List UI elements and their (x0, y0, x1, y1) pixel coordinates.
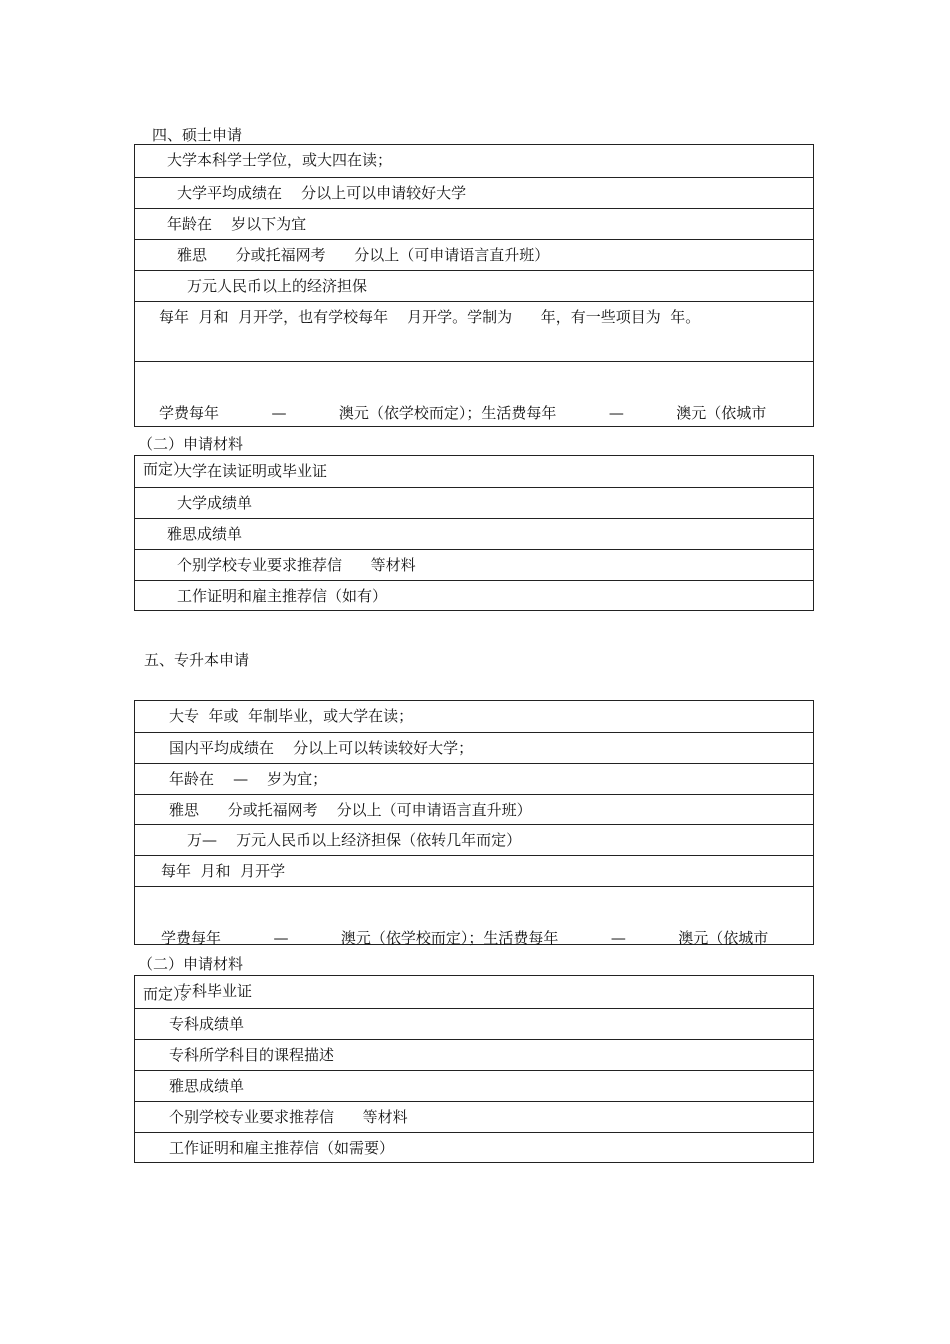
table-row (135, 208, 813, 239)
requirement-text: 大专 年或 年制毕业，或大学在读； (169, 707, 414, 725)
fees-line-2: 而定） (143, 460, 189, 478)
table-row (135, 824, 813, 855)
requirement-text: 万元人民币以上的经济担保 (187, 277, 368, 295)
material-text: 大学在读证明或毕业证 (177, 462, 328, 480)
list-item (135, 456, 813, 487)
material-text: 个别学校专业要求推荐信 等材料 (177, 556, 416, 574)
requirement-text: 雅思 分或托福网考 分以上（可申请语言直升班） (169, 801, 532, 819)
section4-materials-table (134, 455, 814, 611)
material-text: 专科所学科目的课程描述 (169, 1046, 335, 1064)
table-row (135, 794, 813, 824)
list-item (135, 1039, 813, 1070)
material-text: 雅思成绩单 (167, 525, 243, 543)
list-item (135, 580, 813, 610)
material-text: 工作证明和雇主推荐信（如有） (177, 587, 388, 605)
list-item (135, 1101, 813, 1132)
list-item (135, 976, 813, 1008)
section5-materials-table (134, 975, 814, 1163)
list-item (135, 487, 813, 518)
table-row (135, 239, 813, 270)
fees-line-1: 学费每年 — 澳元（依学校而定）；生活费每年 — 澳元（依城市 (159, 404, 767, 422)
material-text: 个别学校专业要求推荐信 等材料 (169, 1108, 408, 1126)
requirement-text: 年龄在 — 岁为宜； (169, 770, 328, 788)
requirement-text: 大学平均成绩在 分以上可以申请较好大学 (177, 184, 467, 202)
list-item (135, 1070, 813, 1101)
table-row (135, 301, 813, 361)
list-item (135, 1008, 813, 1039)
requirement-text: 每年 月和 月开学 (161, 862, 286, 880)
table-row (135, 855, 813, 886)
table-row (135, 763, 813, 794)
list-item (135, 1132, 813, 1162)
material-text: 雅思成绩单 (169, 1077, 245, 1095)
section4-title: 四、硕士申请 (152, 126, 243, 144)
material-text: 专科毕业证 (177, 982, 253, 1000)
fees-line-2: 而定）。 (143, 985, 196, 1003)
material-text: 工作证明和雇主推荐信（如需要） (169, 1139, 395, 1157)
section5-title: 五、专升本申请 (144, 651, 250, 669)
requirement-text: 每年 月和 月开学，也有学校每年 月开学。学制为 年，有一些项目为 年。 (159, 308, 701, 326)
table-row (135, 270, 813, 301)
requirement-text: 年龄在 岁以下为宜 (167, 215, 307, 233)
material-text: 专科成绩单 (169, 1015, 245, 1033)
requirement-text: 国内平均成绩在 分以上可以转读较好大学； (169, 739, 474, 757)
table-row (135, 732, 813, 763)
table-row (135, 145, 813, 177)
table-row (135, 177, 813, 208)
requirement-text: 大学本科学士学位，或大四在读； (167, 151, 393, 169)
material-text: 大学成绩单 (177, 494, 253, 512)
list-item (135, 549, 813, 580)
requirement-text: 万— 万元人民币以上经济担保（依转几年而定） (187, 831, 522, 849)
list-item (135, 518, 813, 549)
fees-line-1: 学费每年 — 澳元（依学校而定）；生活费每年 — 澳元（依城市 (161, 929, 769, 947)
requirement-text: 雅思 分或托福网考 分以上（可申请语言直升班） (177, 246, 550, 264)
table-row (135, 701, 813, 732)
section5-materials-title: （二）申请材料 (138, 955, 244, 973)
section4-materials-title: （二）申请材料 (138, 435, 244, 453)
